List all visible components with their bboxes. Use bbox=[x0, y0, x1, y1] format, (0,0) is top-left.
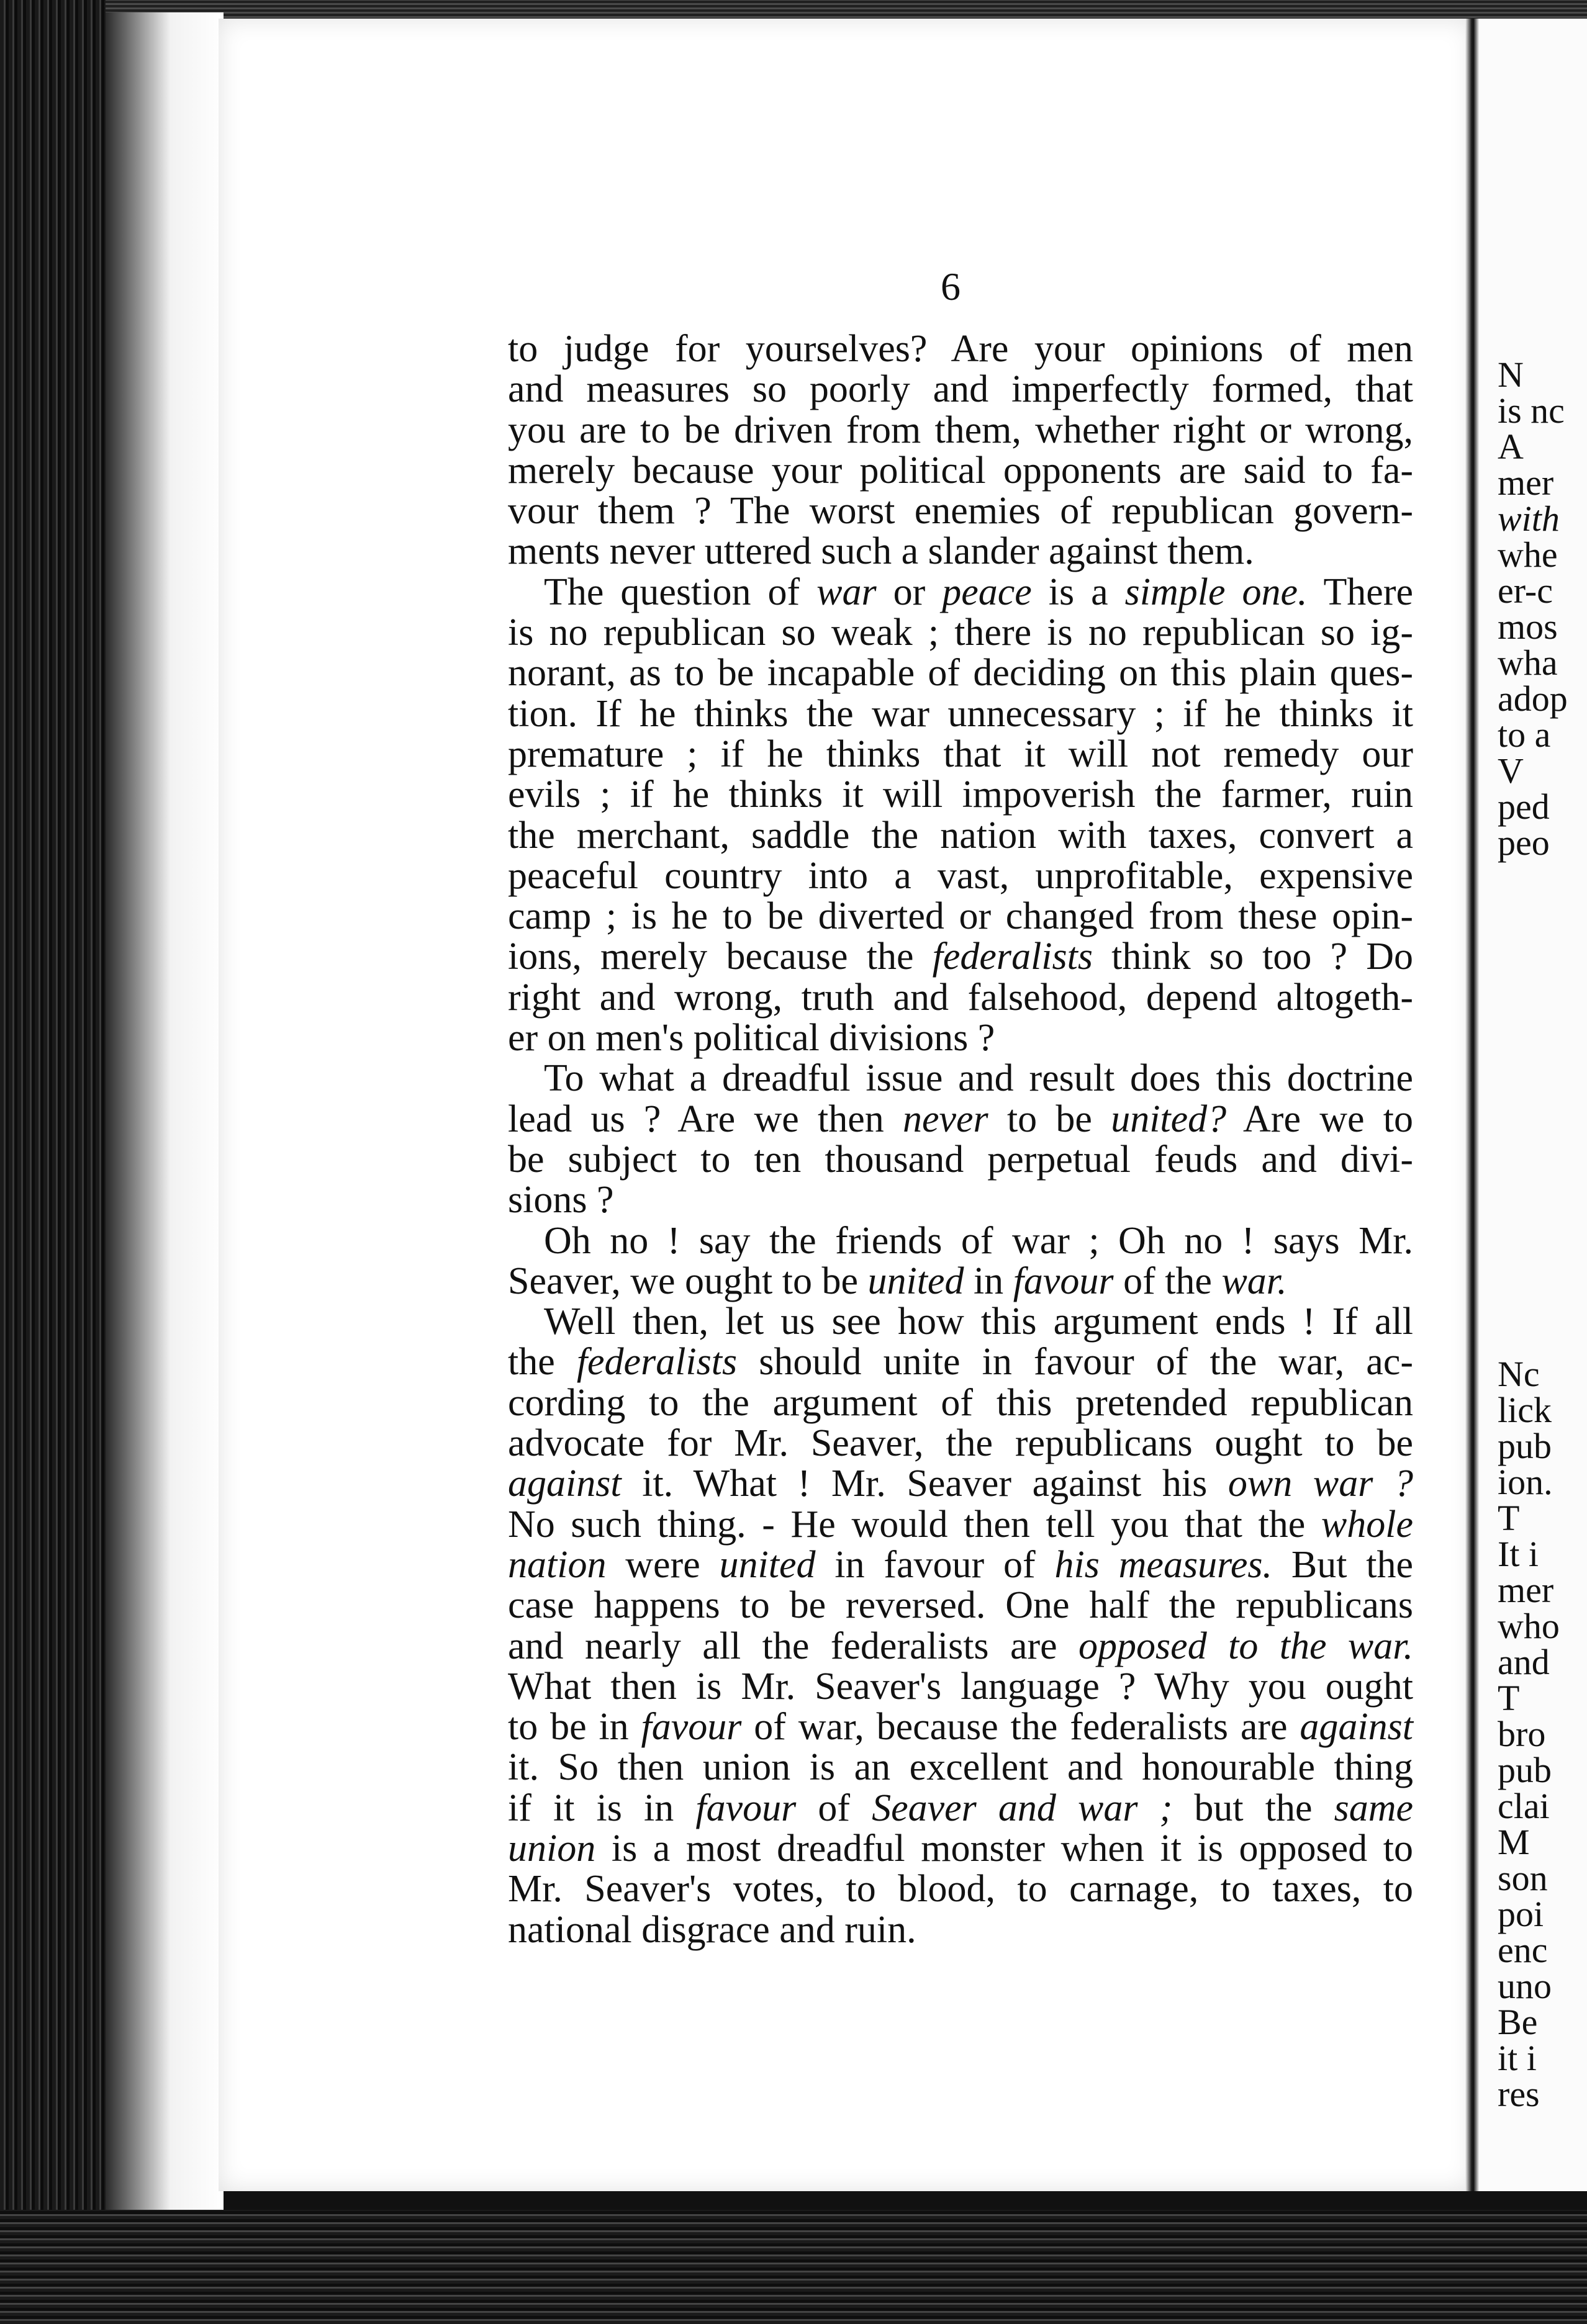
adjacent-page-fragment: mer bbox=[1498, 462, 1554, 503]
text-line bbox=[508, 1099, 1413, 1140]
adjacent-page-fragment: to a bbox=[1498, 714, 1551, 755]
text-run: the bbox=[508, 1341, 577, 1384]
text-run: of bbox=[796, 1786, 872, 1829]
text-line bbox=[508, 531, 1413, 572]
text-run: Oh no ! say the friends of war ; Oh no ! says Mr. bbox=[544, 1219, 1413, 1262]
text-run: premature ; if he thinks that it will not remedy our bbox=[508, 732, 1413, 775]
adjacent-page-fragment: uno bbox=[1498, 1966, 1552, 2006]
text-line bbox=[508, 613, 1413, 653]
text-run: to be bbox=[988, 1097, 1111, 1140]
text-run: of war, because the federalists are bbox=[741, 1706, 1300, 1749]
text-line bbox=[508, 896, 1413, 937]
text-line bbox=[508, 734, 1413, 775]
text-run: lead us ? Are we then bbox=[508, 1097, 903, 1140]
text-line bbox=[508, 491, 1413, 531]
italic-text: against bbox=[508, 1462, 622, 1505]
text-line bbox=[508, 978, 1413, 1018]
text-line bbox=[508, 1545, 1413, 1585]
text-line bbox=[508, 1505, 1413, 1545]
italic-text: federalists bbox=[576, 1341, 738, 1384]
adjacent-page-fragment: ped bbox=[1498, 786, 1550, 827]
text-run: camp ; is he to be diverted or changed from these opin- bbox=[508, 895, 1413, 938]
text-line bbox=[508, 694, 1413, 734]
text-line bbox=[508, 369, 1413, 410]
text-run: evils ; if he thinks it will impoverish the farmer, ruin bbox=[508, 773, 1413, 816]
italic-text: own war ? bbox=[1228, 1462, 1414, 1505]
italic-text: favour bbox=[1013, 1259, 1114, 1302]
adjacent-page-fragment: M bbox=[1498, 1822, 1530, 1862]
text-run: cording to the argument of this pretended republican bbox=[508, 1381, 1413, 1424]
italic-text: united bbox=[867, 1259, 964, 1302]
text-run: advocate for Mr. Seaver, the republicans ought to be bbox=[508, 1422, 1413, 1465]
text-run: There bbox=[1307, 570, 1413, 613]
text-line bbox=[508, 1910, 1413, 1950]
text-line bbox=[508, 1140, 1413, 1180]
text-run: the merchant, saddle the nation with taxes, convert a bbox=[508, 814, 1413, 857]
italic-text: war bbox=[816, 570, 877, 613]
text-run: er on men's political divisions ? bbox=[508, 1017, 995, 1060]
adjacent-page-fragment: with bbox=[1498, 498, 1560, 539]
text-line bbox=[508, 1667, 1413, 1707]
italic-text: his measures. bbox=[1054, 1543, 1273, 1586]
text-run: ments never uttered such a slander against them. bbox=[508, 530, 1254, 573]
text-run: What then is Mr. Seaver's language ? Why you ought bbox=[508, 1665, 1413, 1708]
text-run: and nearly all the federalists are bbox=[508, 1624, 1079, 1667]
adjacent-page-fragment: son bbox=[1498, 1858, 1548, 1898]
text-run: The question of bbox=[544, 570, 817, 613]
adjacent-page-fragment: is nc bbox=[1498, 390, 1565, 431]
adjacent-page-fragment: clai bbox=[1498, 1786, 1550, 1826]
text-line bbox=[508, 816, 1413, 856]
text-run: tion. If he thinks the war unnecessary ; if he thinks it bbox=[508, 692, 1413, 735]
italic-text: peace bbox=[942, 570, 1032, 613]
text-line bbox=[508, 653, 1413, 693]
adjacent-page-fragment: poi bbox=[1498, 1894, 1544, 1934]
text-run: it. What ! Mr. Seaver against his bbox=[621, 1462, 1228, 1505]
adjacent-page-fragment: adop bbox=[1498, 678, 1568, 719]
text-line bbox=[508, 1423, 1413, 1464]
text-line bbox=[508, 410, 1413, 451]
adjacent-page-fragment: whe bbox=[1498, 534, 1558, 575]
italic-text: federalists bbox=[932, 935, 1093, 978]
text-run: Mr. Seaver's votes, to blood, to carnage, to taxes, to bbox=[508, 1868, 1413, 1911]
text-line bbox=[508, 856, 1413, 896]
adjacent-page-fragment: N bbox=[1498, 354, 1524, 395]
text-run: and measures so poorly and imperfectly formed, that bbox=[508, 368, 1413, 411]
text-run: national disgrace and ruin. bbox=[508, 1908, 916, 1951]
text-run: in favour of bbox=[815, 1543, 1055, 1586]
text-line bbox=[508, 451, 1413, 491]
adjacent-page-fragment: It i bbox=[1498, 1534, 1539, 1574]
page-number: 6 bbox=[941, 264, 961, 309]
text-line bbox=[508, 572, 1413, 613]
text-run: To what a dreadful issue and result does this doctrine bbox=[544, 1057, 1413, 1100]
adjacent-page-fragment: Nc bbox=[1498, 1354, 1540, 1394]
text-line bbox=[508, 1180, 1413, 1220]
adjacent-page-fragment: wha bbox=[1498, 642, 1558, 683]
text-line bbox=[508, 1261, 1413, 1302]
text-run: merely because your political opponents are said to fa- bbox=[508, 449, 1413, 492]
adjacent-page-fragment: T bbox=[1498, 1498, 1520, 1538]
text-line bbox=[508, 1058, 1413, 1099]
italic-text: united? bbox=[1111, 1097, 1227, 1140]
text-run: is no republican so weak ; there is no republican so ig- bbox=[508, 611, 1413, 654]
adjacent-page-fragment: Be bbox=[1498, 2002, 1538, 2042]
text-line bbox=[508, 1869, 1413, 1909]
italic-text: opposed to the war. bbox=[1078, 1624, 1413, 1667]
italic-text: nation bbox=[508, 1543, 607, 1586]
text-run: No such thing. - He would then tell you that the bbox=[508, 1503, 1321, 1546]
adjacent-page-fragment: who bbox=[1498, 1606, 1560, 1646]
text-run: should unite in favour of the war, ac- bbox=[737, 1341, 1413, 1384]
adjacent-page-fragment: res bbox=[1498, 2074, 1540, 2114]
body-text bbox=[508, 329, 1413, 1950]
adjacent-page-fragment: mer bbox=[1498, 1570, 1554, 1610]
text-line bbox=[508, 1585, 1413, 1626]
adjacent-page-fragment: er-c bbox=[1498, 570, 1553, 611]
text-run: norant, as to be incapable of deciding on this plain ques- bbox=[508, 652, 1413, 695]
text-line bbox=[508, 1707, 1413, 1747]
text-run: case happens to be reversed. One half the republicans bbox=[508, 1584, 1413, 1627]
text-line bbox=[508, 775, 1413, 815]
adjacent-page-fragment: V bbox=[1498, 750, 1524, 791]
adjacent-page-fragment: lick bbox=[1498, 1390, 1552, 1430]
italic-text: union bbox=[508, 1827, 596, 1870]
text-run: think so too ? Do bbox=[1093, 935, 1414, 978]
adjacent-page-fragment: T bbox=[1498, 1678, 1520, 1718]
text-run: peaceful country into a vast, unprofitable, expensive bbox=[508, 854, 1413, 897]
adjacent-page-fragment: pub bbox=[1498, 1426, 1552, 1466]
scan-border-left bbox=[0, 0, 106, 2324]
text-run: is a bbox=[1031, 570, 1125, 613]
adjacent-page-fragment: pub bbox=[1498, 1750, 1552, 1790]
italic-text: favour bbox=[641, 1706, 742, 1749]
italic-text: simple one. bbox=[1124, 570, 1308, 613]
text-run: you are to be driven from them, whether right or wrong, bbox=[508, 408, 1413, 451]
scan-border-bottom bbox=[0, 2210, 1587, 2324]
adjacent-page-fragment: ion. bbox=[1498, 1462, 1553, 1502]
text-line bbox=[508, 329, 1413, 369]
text-run: vour them ? The worst enemies of republican govern- bbox=[508, 490, 1413, 533]
adjacent-page-fragment: it i bbox=[1498, 2038, 1537, 2078]
italic-text: same bbox=[1334, 1786, 1413, 1829]
text-run: right and wrong, truth and falsehood, depend altogeth- bbox=[508, 976, 1413, 1019]
text-run: Seaver, we ought to be bbox=[508, 1259, 868, 1302]
text-run: But the bbox=[1272, 1543, 1413, 1586]
adjacent-page bbox=[1479, 19, 1587, 2191]
adjacent-page-fragment: peo bbox=[1498, 822, 1550, 863]
text-run: to be in bbox=[508, 1706, 641, 1749]
text-line bbox=[508, 1788, 1413, 1829]
text-run: sions ? bbox=[508, 1179, 614, 1222]
text-run: Are we to bbox=[1226, 1097, 1413, 1140]
text-run: if it is in bbox=[508, 1786, 696, 1829]
italic-text: never bbox=[903, 1097, 988, 1140]
text-line bbox=[508, 1342, 1413, 1382]
text-run: be subject to ten thousand perpetual feuds and divi- bbox=[508, 1138, 1413, 1181]
italic-text: war. bbox=[1221, 1259, 1287, 1302]
page-edge-shadow bbox=[106, 12, 224, 2210]
text-line bbox=[508, 1302, 1413, 1342]
adjacent-page-fragment: enc bbox=[1498, 1930, 1548, 1970]
adjacent-page-fragment: bro bbox=[1498, 1714, 1546, 1754]
italic-text: favour bbox=[695, 1786, 797, 1829]
text-run: or bbox=[876, 570, 943, 613]
text-run: Well then, let us see how this argument ends ! If all bbox=[544, 1300, 1413, 1343]
text-line bbox=[508, 1747, 1413, 1788]
text-run: were bbox=[606, 1543, 720, 1586]
text-line bbox=[508, 1829, 1413, 1869]
text-run: of the bbox=[1113, 1259, 1222, 1302]
book-gutter bbox=[1465, 19, 1479, 2191]
text-run: to judge for yourselves? Are your opinions of men bbox=[508, 328, 1413, 370]
text-run: in bbox=[964, 1259, 1013, 1302]
adjacent-page-fragment: mos bbox=[1498, 606, 1558, 647]
text-line bbox=[508, 937, 1413, 977]
text-line bbox=[508, 1221, 1413, 1261]
italic-text: against bbox=[1300, 1706, 1413, 1749]
adjacent-page-fragment: and bbox=[1498, 1642, 1550, 1682]
text-line bbox=[508, 1383, 1413, 1423]
text-run: is a most dreadful monster when it is opposed to bbox=[595, 1827, 1413, 1870]
italic-text: Seaver and war ; bbox=[872, 1786, 1173, 1829]
text-line bbox=[508, 1018, 1413, 1058]
text-line bbox=[508, 1626, 1413, 1667]
italic-text: united bbox=[719, 1543, 816, 1586]
text-line bbox=[508, 1464, 1413, 1504]
adjacent-page-fragment: A bbox=[1498, 426, 1524, 467]
text-run: ions, merely because the bbox=[508, 935, 933, 978]
italic-text: whole bbox=[1321, 1503, 1413, 1546]
text-run: but the bbox=[1172, 1786, 1334, 1829]
text-run: it. So then union is an excellent and honourable thing bbox=[508, 1746, 1413, 1789]
